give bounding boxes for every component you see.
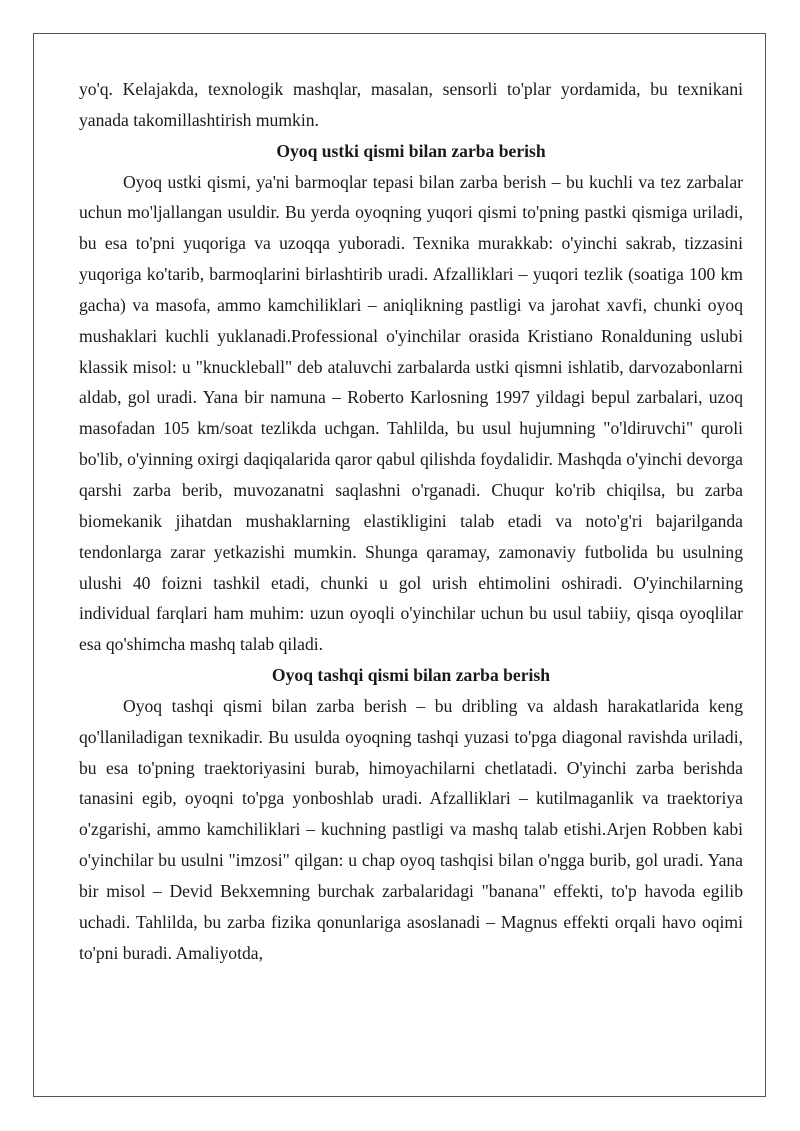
document-body — [79, 74, 743, 968]
paragraph-outside-foot-kick: Oyoq tashqi qismi bilan zarba berish – bu dribling va aldash harakatlarida keng qo'llaniladigan texnikadir. Bu usulda oyoqning tashqi yuzasi to'pga diagonal ravishda uriladi, bu esa to'pning traektoriyasini burab, himoyachilarni chetlatadi. O'yinchi zarba berishda tanasini egib, oyoqni to'pga yonboshlab uradi. Afzalliklari – kutilmaganlik va traektoriya o'zgarishi, ammo kamchiliklari – kuchning pastligi va mashq talab etishi.Arjen Robben kabi o'yinchilar bu usulni "imzosi" qilgan: u chap oyoq tashqisi bilan o'ngga burib, gol uradi. Yana bir misol – Devid Bekxemning burchak zarbalaridagi "banana" effekti, to'p havoda egilib uchadi. Tahlilda, bu zarba fizika qonunlariga asoslanadi – Magnus effekti orqali havo oqimi to'pni buradi. Amaliyotda, — [79, 695, 743, 963]
paragraph-instep-kick: Oyoq ustki qismi, ya'ni barmoqlar tepasi bilan zarba berish – bu kuchli va tez zarbalar uchun mo'ljallangan usuldir. Bu yerda oyoqning yuqori qismi to'pning pastki qismiga uriladi, bu esa to'pni yuqoriga va uzoqqa yuboradi. Texnika murakkab: o'yinchi sakrab, tizzasini yuqoriga ko'tarib, barmoqlarini birlashtirib uradi. Afzalliklari – yuqori tezlik (soatiga 100 km gacha) va masofa, ammo kamchiliklari – aniqlikning pastligi va jarohat xavfi, chunki oyoq mushaklari kuchli yuklanadi.Professional o'yinchilar orasida Kristiano Ronalduning uslubi klassik misol: u "knuckleball" deb ataluvchi zarbalarda ustki qismni ishlatib, darvozabonlarni aldab, gol uradi. Yana bir namuna – Roberto Karlosning 1997 yildagi bepul zarbalari, uzoq masofadan 105 km/soat tezlikda uchgan. Tahlilda, bu usul hujumning "o'ldiruvchi" quroli bo'lib, o'yinning oxirgi daqiqalarida qaror qabul qilishda foydalidir. Mashqda o'yinchi devorga qarshi zarba berib, muvozanatni saqlashni o'rganadi. Chuqur ko'rib chiqilsa, bu zarba biomekanik jihatdan mushaklarning elastikligini talab etadi va noto'g'ri bajarilganda tendonlarga zarar yetkazishi mumkin. Shunga qaramay, zamonaviy futbolida bu usulning ulushi 40 foizni tashkil etadi, chunki u gol urish ehtimolini oshiradi. O'yinchilarning individual farqlari ham muhim: uzun oyoqli o'yinchilar uchun bu usul tabiiy, qisqa oyoqlilar esa qo'shimcha mashq talab qiladi. — [79, 171, 743, 655]
section-heading-instep-kick: Oyoq ustki qismi bilan zarba berish — [276, 140, 546, 161]
section-heading-outside-foot-kick: Oyoq tashqi qismi bilan zarba berish — [271, 665, 551, 686]
paragraph-continued: yo'q. Kelajakda, texnologik mashqlar, masalan, sensorli to'plar yordamida, bu texnikani yanada takomillashtirish mumkin. — [79, 79, 743, 130]
